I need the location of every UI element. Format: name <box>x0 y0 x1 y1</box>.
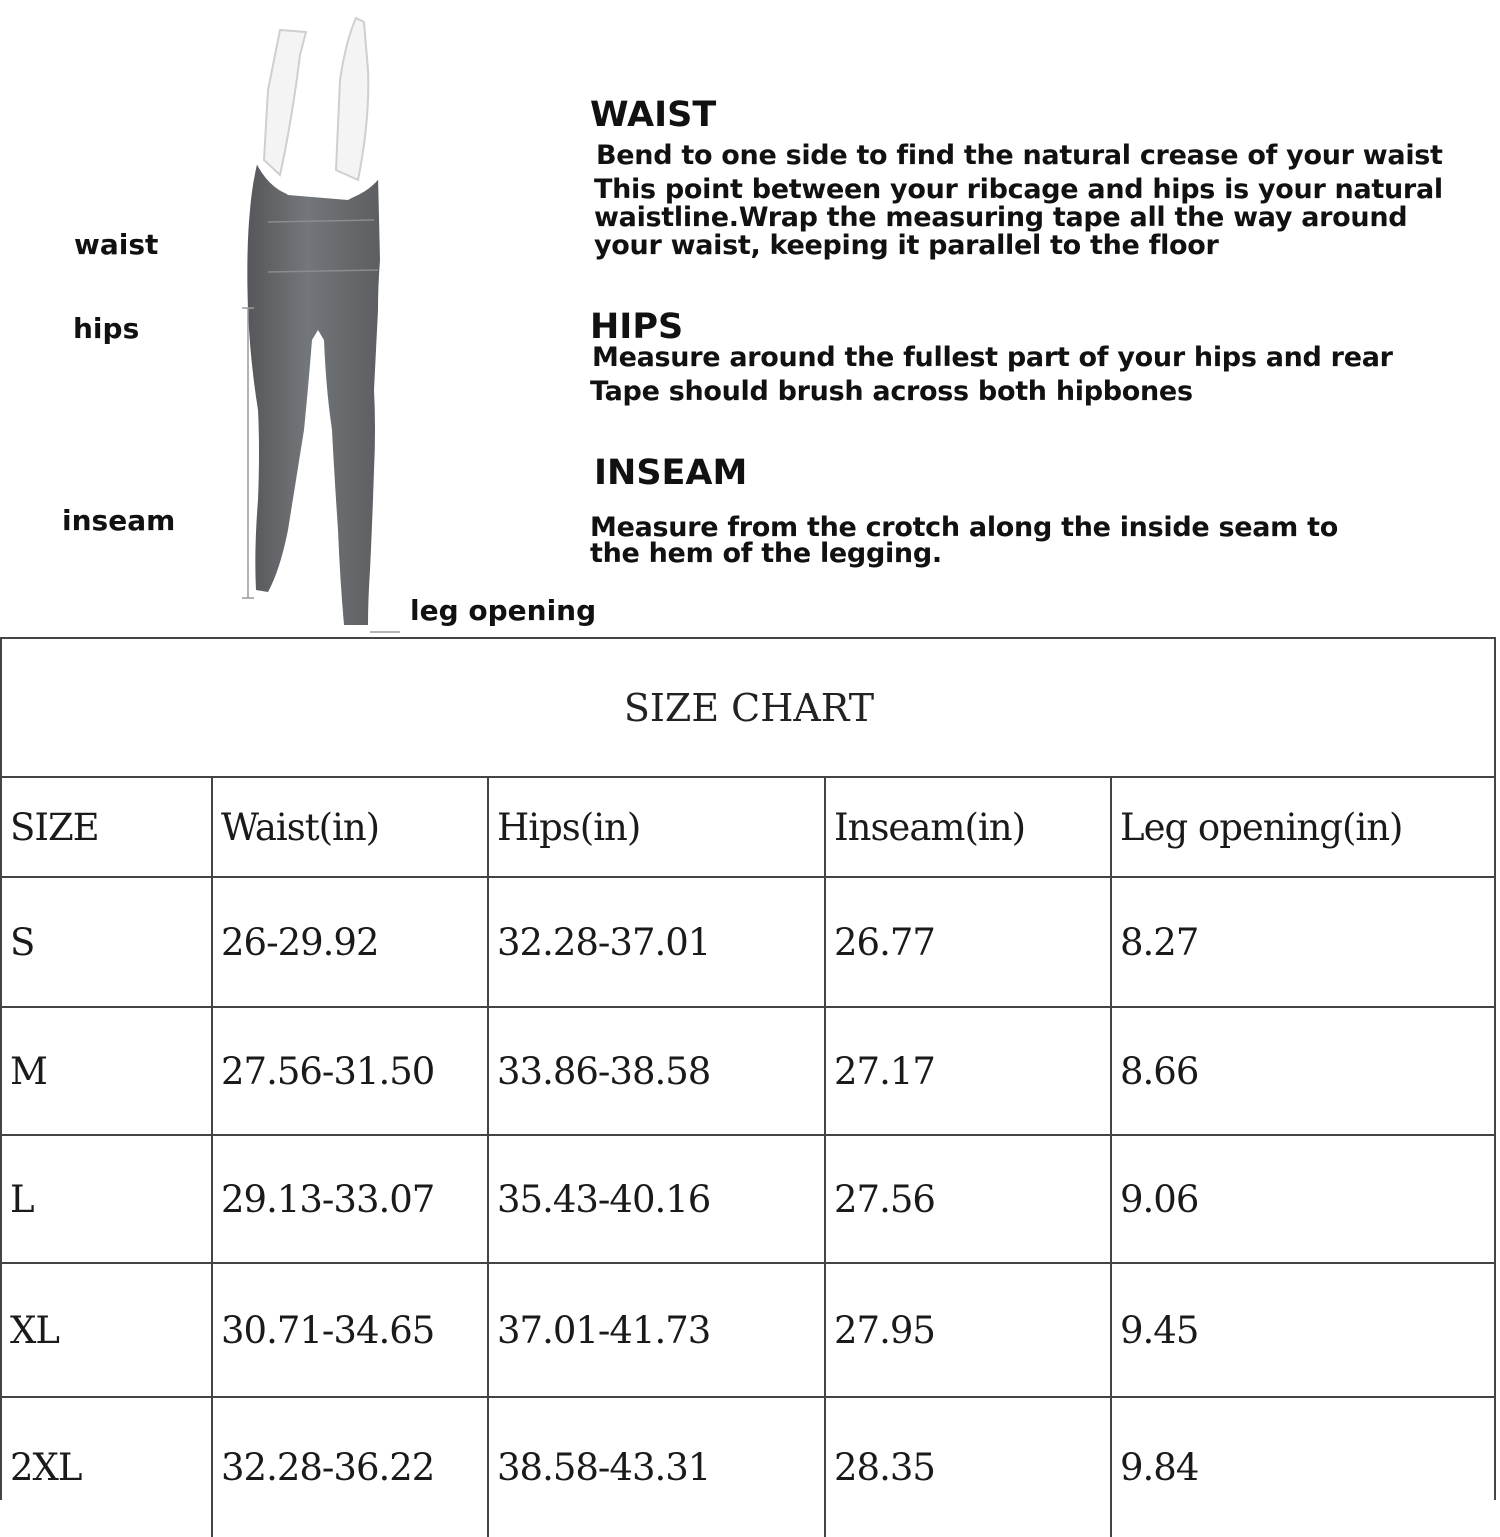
cell-hips: 35.43-40.16 <box>488 1135 825 1263</box>
header-cell-size: SIZE <box>2 778 212 877</box>
cell-waist: 32.28-36.22 <box>212 1397 488 1537</box>
guide-hips-heading: HIPS <box>590 307 684 347</box>
cell-hips: 33.86-38.58 <box>488 1007 825 1135</box>
table-row <box>2 1397 1496 1537</box>
guide-inseam-line: the hem of the legging. <box>590 538 942 569</box>
cell-waist: 27.56-31.50 <box>212 1007 488 1135</box>
guide-waist <box>590 95 1470 261</box>
cell-size: 2XL <box>2 1397 212 1537</box>
size-chart <box>0 637 1496 1500</box>
guide-inseam-line: Measure from the crotch along the inside seam to <box>590 512 1338 543</box>
guide-waist-line: This point between your ribcage and hips is your natural <box>594 174 1443 205</box>
cell-size: L <box>2 1135 212 1263</box>
guide-waist-heading: WAIST <box>590 95 717 135</box>
figure-label-hips: hips <box>73 312 140 345</box>
cell-hips: 32.28-37.01 <box>488 877 825 1007</box>
header-cell-waist: Waist(in) <box>212 778 488 877</box>
bib-tights-illustration <box>228 10 408 640</box>
cell-inseam: 27.17 <box>825 1007 1111 1135</box>
guide-waist-line: waistline.Wrap the measuring tape all the way around <box>594 202 1408 233</box>
cell-leg-opening: 8.27 <box>1111 877 1496 1007</box>
figure-label-waist: waist <box>74 228 159 261</box>
figure-label-leg-opening: leg opening <box>410 594 597 627</box>
cell-hips: 37.01-41.73 <box>488 1263 825 1397</box>
size-chart-table <box>2 778 1496 1537</box>
cell-leg-opening: 9.84 <box>1111 1397 1496 1537</box>
header-cell-hips: Hips(in) <box>488 778 825 877</box>
guide-inseam <box>590 453 1470 569</box>
guide-waist-line: your waist, keeping it parallel to the floor <box>594 230 1219 261</box>
figure-label-inseam: inseam <box>62 504 176 537</box>
cell-size: M <box>2 1007 212 1135</box>
table-row <box>2 1263 1496 1397</box>
cell-size: XL <box>2 1263 212 1397</box>
table-row <box>2 1007 1496 1135</box>
cell-leg-opening: 8.66 <box>1111 1007 1496 1135</box>
guide-inseam-heading: INSEAM <box>594 453 748 493</box>
header-cell-leg-opening: Leg opening(in) <box>1111 778 1496 877</box>
cell-inseam: 27.95 <box>825 1263 1111 1397</box>
cell-waist: 26-29.92 <box>212 877 488 1007</box>
cell-inseam: 27.56 <box>825 1135 1111 1263</box>
header-cell-inseam: Inseam(in) <box>825 778 1111 877</box>
cell-inseam: 28.35 <box>825 1397 1111 1537</box>
guide-waist-line: Bend to one side to find the natural crease of your waist <box>596 140 1443 171</box>
table-row <box>2 1135 1496 1263</box>
guide-hips <box>590 307 1470 407</box>
size-chart-title: SIZE CHART <box>2 639 1496 778</box>
table-row <box>2 877 1496 1007</box>
cell-size: S <box>2 877 212 1007</box>
cell-waist: 29.13-33.07 <box>212 1135 488 1263</box>
table-header-row <box>2 778 1496 877</box>
cell-inseam: 26.77 <box>825 877 1111 1007</box>
cell-leg-opening: 9.45 <box>1111 1263 1496 1397</box>
guide-hips-line: Measure around the fullest part of your hips and rear <box>592 342 1393 373</box>
cell-leg-opening: 9.06 <box>1111 1135 1496 1263</box>
guide-hips-line: Tape should brush across both hipbones <box>590 376 1193 407</box>
bib-tights-icon <box>228 10 408 640</box>
cell-waist: 30.71-34.65 <box>212 1263 488 1397</box>
cell-hips: 38.58-43.31 <box>488 1397 825 1537</box>
